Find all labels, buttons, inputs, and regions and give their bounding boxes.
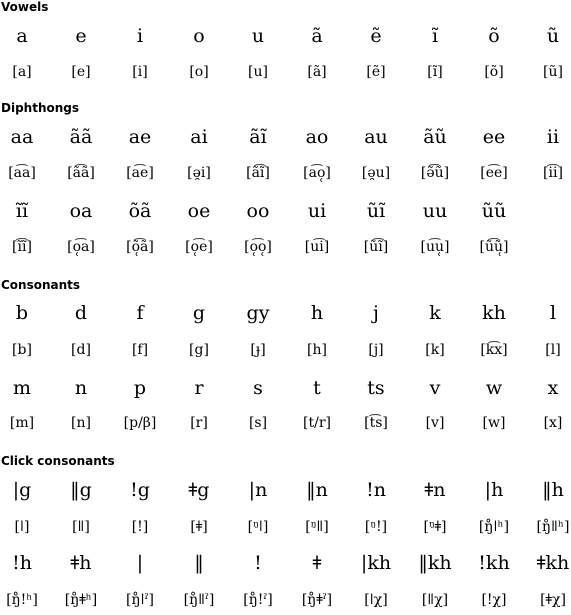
letter: ao	[305, 126, 329, 148]
ipa-transcription: [ǀ]	[14, 519, 30, 535]
letter: j	[373, 302, 379, 324]
letter: h	[310, 302, 324, 324]
letter: a	[16, 25, 28, 47]
diphthongs-ipa-row	[0, 232, 571, 262]
ipa-transcription: [t/r]	[303, 415, 331, 431]
letter: ĩ	[431, 25, 439, 47]
ipa-transcription: [ŋ̊ǂʰ]	[64, 592, 98, 608]
ipa-transcription: [o]	[189, 64, 209, 80]
ipa-transcription: [ã͡ĩ]	[246, 165, 270, 181]
ipa-transcription: [b]	[12, 342, 32, 358]
ipa-transcription: [e͡e]	[480, 165, 508, 181]
ipa-transcription: [ĩ͡ĩ]	[12, 239, 32, 255]
diphthongs-ipa-row	[0, 158, 571, 188]
letter: o	[193, 25, 205, 47]
ipa-transcription: [ã]	[307, 64, 327, 80]
letter: aa	[10, 126, 34, 148]
letter: e	[75, 25, 87, 47]
diphthongs-letter-row	[0, 196, 571, 226]
ipa-transcription: [j]	[368, 342, 384, 358]
letter: !kh	[478, 552, 510, 574]
ipa-transcription: [i]	[132, 64, 148, 80]
ipa-transcription: [u]	[248, 64, 268, 80]
ipa-transcription: [ŋ̊ǀʰ]	[478, 519, 510, 535]
ipa-transcription: [ŋ̊ǁˀ]	[183, 592, 215, 608]
ipa-transcription: [p/β]	[123, 415, 157, 431]
ipa-transcription: [x]	[543, 415, 563, 431]
ipa-transcription: [ə̯u]	[361, 165, 391, 181]
letter: |n	[248, 479, 268, 501]
ipa-transcription: [e]	[71, 64, 91, 80]
vowels-heading: Vowels	[1, 0, 49, 14]
ipa-transcription: [ŋ̊!ˀ]	[243, 592, 273, 608]
ipa-transcription: [f]	[131, 342, 149, 358]
ipa-transcription: [ŋ̊ǀˀ]	[126, 592, 154, 608]
letter: ui	[307, 200, 327, 222]
click-consonants-heading: Click consonants	[1, 454, 115, 468]
letter: |g	[12, 479, 32, 501]
ipa-transcription: [!χ]	[481, 592, 507, 608]
letter: ũ	[546, 25, 560, 47]
letter: !	[254, 552, 262, 574]
ipa-transcription: [õ̜͡ã]	[126, 239, 154, 255]
letter: i	[136, 25, 144, 47]
letter: ts	[367, 377, 385, 399]
ipa-transcription: [h]	[307, 342, 327, 358]
consonants-ipa-row	[0, 408, 571, 438]
letter: |h	[484, 479, 504, 501]
letter: !h	[12, 552, 32, 574]
ipa-transcription: [ǁχ]	[421, 592, 449, 608]
ipa-transcription: [o̜͡o̜]	[244, 239, 272, 255]
ipa-transcription: [a]	[12, 64, 32, 80]
letter: kh	[482, 302, 506, 324]
ipa-transcription: [t͡s]	[364, 415, 388, 431]
ipa-transcription: [r]	[190, 415, 208, 431]
letter: ĩĩ	[15, 200, 29, 222]
letter: |	[136, 552, 144, 574]
letter: ǂg	[188, 479, 210, 501]
letter: oe	[187, 200, 211, 222]
letter: t	[313, 377, 321, 399]
ipa-transcription: [i͡i]	[543, 165, 563, 181]
ipa-transcription: [ẽ]	[366, 64, 386, 80]
letter: ‖	[194, 552, 204, 574]
ipa-transcription: [v]	[425, 415, 445, 431]
ipa-transcription: [ã͡ã]	[67, 165, 95, 181]
letter: au	[364, 126, 388, 148]
ipa-transcription: [ᵑ!]	[364, 519, 388, 535]
letter: ‖h	[542, 479, 564, 501]
letter: õã	[128, 200, 152, 222]
ipa-transcription: [ǀχ]	[364, 592, 388, 608]
ipa-transcription: [k͡x]	[480, 342, 508, 358]
ipa-transcription: [d]	[71, 342, 91, 358]
ipa-transcription: [ũ]	[543, 64, 563, 80]
click-consonants-ipa-row	[0, 585, 571, 615]
letter: d	[74, 302, 88, 324]
ipa-transcription: [l]	[545, 342, 561, 358]
ipa-transcription: [ǂ]	[190, 519, 208, 535]
ipa-transcription: [o̜͡a]	[67, 239, 95, 255]
letter: ã	[311, 25, 323, 47]
letter: ãã	[69, 126, 93, 148]
letter: ǂkh	[536, 552, 570, 574]
ipa-transcription: [ĩ]	[427, 64, 443, 80]
consonants-heading: Consonants	[1, 278, 81, 292]
letter: ãĩ	[249, 126, 267, 148]
click-consonants-letter-row	[0, 475, 571, 505]
ipa-transcription: [g]	[189, 342, 209, 358]
consonants-letter-row	[0, 298, 571, 328]
letter: r	[194, 377, 204, 399]
letter: ẽ	[370, 25, 382, 47]
ipa-transcription: [ᵑǁ]	[305, 519, 329, 535]
letter: f	[136, 302, 144, 324]
letter: ãũ	[423, 126, 447, 148]
letter: k	[429, 302, 441, 324]
ipa-transcription: [ŋ̊ǂˀ]	[301, 592, 333, 608]
ipa-transcription: [a͡o̜]	[303, 165, 331, 181]
vowels-letter-row	[0, 21, 571, 51]
vowels-ipa-row	[0, 57, 571, 87]
ipa-transcription: [ɟ]	[250, 342, 266, 358]
diphthongs-letter-row	[0, 122, 571, 152]
ipa-transcription: [ũ͡ũ̜]	[479, 239, 509, 255]
consonants-ipa-row	[0, 335, 571, 365]
letter: ii	[546, 126, 560, 148]
letter: g	[192, 302, 206, 324]
letter: ‖g	[70, 479, 92, 501]
letter: |kh	[360, 552, 392, 574]
letter: m	[12, 377, 32, 399]
letter: u	[251, 25, 265, 47]
ipa-transcription: [k]	[425, 342, 445, 358]
letter: ai	[190, 126, 208, 148]
ipa-transcription: [o̜͡e]	[185, 239, 213, 255]
ipa-transcription: [u͡i]	[304, 239, 330, 255]
ipa-transcription: [ŋ̊!ʰ]	[6, 592, 38, 608]
letter: s	[253, 377, 263, 399]
click-consonants-ipa-row	[0, 512, 571, 542]
ipa-transcription: [n]	[71, 415, 91, 431]
letter: gy	[246, 302, 270, 324]
letter: ee	[482, 126, 506, 148]
letter: ae	[128, 126, 152, 148]
ipa-transcription: [ŋ̊ǁʰ]	[536, 519, 570, 535]
letter: !g	[130, 479, 150, 501]
ipa-transcription: [ə̯i]	[187, 165, 211, 181]
letter: n	[74, 377, 88, 399]
ipa-transcription: [ə̃͡ũ]	[420, 165, 450, 181]
letter: oo	[246, 200, 270, 222]
letter: p	[133, 377, 147, 399]
ipa-transcription: [m]	[9, 415, 35, 431]
letter: w	[485, 377, 503, 399]
ipa-transcription: [õ]	[484, 64, 504, 80]
ipa-transcription: [ǁ]	[72, 519, 90, 535]
letter: ‖kh	[418, 552, 452, 574]
letter: ũĩ	[366, 200, 386, 222]
letter: ǂh	[70, 552, 92, 574]
letter: ǂn	[424, 479, 446, 501]
letter: !n	[366, 479, 386, 501]
diphthongs-heading: Diphthongs	[1, 101, 80, 115]
letter: l	[549, 302, 557, 324]
letter: v	[429, 377, 441, 399]
ipa-transcription: [ᵑǀ]	[247, 519, 269, 535]
ipa-transcription: [ᵑǂ]	[423, 519, 447, 535]
ipa-transcription: [a͡e]	[126, 165, 154, 181]
ipa-transcription: [w]	[482, 415, 506, 431]
letter: ‖n	[306, 479, 328, 501]
consonants-letter-row	[0, 373, 571, 403]
ipa-transcription: [s]	[248, 415, 268, 431]
letter: x	[547, 377, 559, 399]
ipa-transcription: [ǂχ]	[540, 592, 566, 608]
letter: ǂ	[312, 552, 322, 574]
letter: uu	[422, 200, 448, 222]
ipa-transcription: [a͡a]	[8, 165, 36, 181]
click-consonants-letter-row	[0, 548, 571, 578]
letter: oa	[69, 200, 93, 222]
ipa-transcription: [!]	[131, 519, 149, 535]
letter: b	[15, 302, 29, 324]
letter: õ	[488, 25, 500, 47]
ipa-transcription: [ũ͡ĩ]	[363, 239, 389, 255]
letter: ũũ	[481, 200, 507, 222]
ipa-transcription: [u͡u̜]	[420, 239, 450, 255]
